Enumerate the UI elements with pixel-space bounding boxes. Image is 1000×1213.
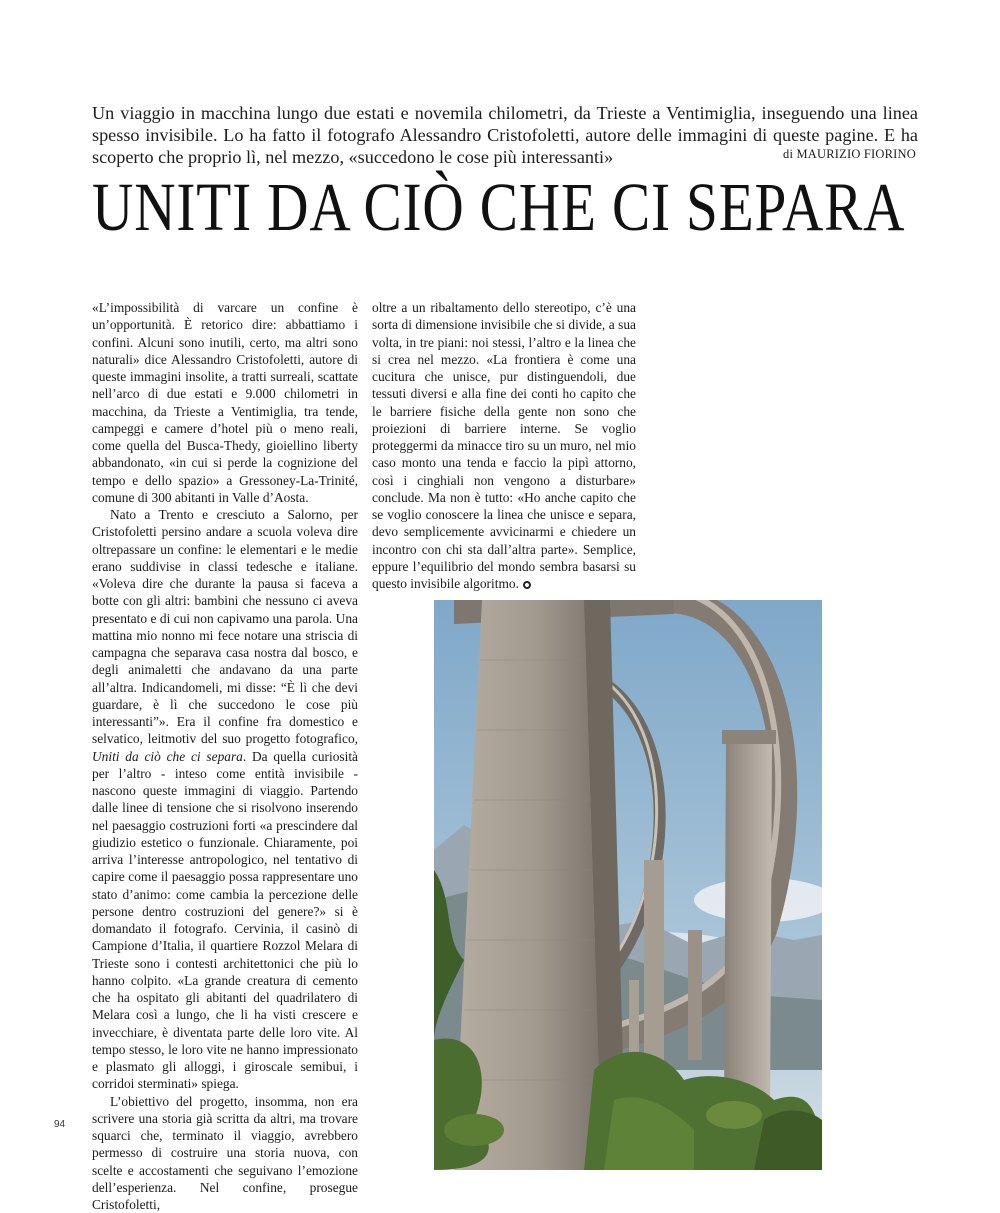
viaduct-photo xyxy=(434,600,822,1170)
standfirst: Un viaggio in macchina lungo due estati e novemila chilometri, da Trieste a Ventimiglia, inseguendo una linea spesso invisibile. Lo ha fatto il fotografo Alessandro Cristofoletti, autore delle immagini di queste pagine. E ha scoperto che proprio lì, nel mezzo, «succedono le cose più interessanti» xyxy=(92,102,918,168)
paragraph xyxy=(372,299,636,592)
byline: di MAURIZIO FIORINO xyxy=(783,147,916,162)
paragraph xyxy=(92,506,358,1093)
paragraph: L’obiettivo del progetto, insomma, non era scrivere una storia già scritta da altri, ma trovare squarci che, terminato il viaggio, avrebbero permesso di costruire una storia nuova, con scelte e accostamenti che seguivano l’emozione dell’esperienza. Nel confine, prosegue Cristofoletti, xyxy=(92,1093,358,1213)
paragraph: «L’impossibilità di varcare un confine è un’opportunità. È retorico dire: abbattiamo i confini. Alcuni sono inutili, certo, ma altri sono naturali» dice Alessandro Cristofoletti, autore di queste immagini insolite, a tratti surreali, scattate nell’arco di due estati e 9.000 chilometri in macchina, da Trieste a Ventimiglia, tra tende, campeggi e camere d’hotel più o meno reali, come quella del Busca-Thedy, gioiellino liberty abbandonato, «in cui si perde la cognizione del tempo e dello spazio» a Gressoney-La-Trinité, comune di 300 abitanti in Valle d’Aosta. xyxy=(92,299,358,506)
article-column-2 xyxy=(372,299,636,592)
paragraph-text: . Da quella curiosità per l’altro - inteso come entità invisibile - nascono queste immagini di viaggio. Partendo dalle linee di tensione che si risolvono inserendo nel paesaggio costruzioni forti «a prescindere dal giudizio estetico o funzionale. Chiaramente, poi arriva l’interesse antropologico, nel tentativo di capire come il paesaggio possa rappresentare uno stato d’animo: come cambia la percezione delle persone dentro costruzioni del genere?» si è domandato il fotografo. Cervinia, il casinò di Campione d’Italia, il quartiere Rozzol Melara di Trieste sono i contesti architettonici che più lo hanno colpito. «La grande creatura di cemento che ha ospitato gli abitanti del quadrilatero di Melara così a lungo, che li ha visti crescere e invecchiare, è diventata parte delle loro vite. Al tempo stesso, le loro vite ne hanno impressionato e plasmato gli alloggi, i giroscale semibui, i corridoi sterminati» spiega. xyxy=(92,749,358,1092)
paragraph-text: oltre a un ribaltamento dello stereotipo, c’è una sorta di dimensione invisibile che si divide, a sua volta, in tre piani: noi stessi, l’altro e la linea che si crea nel mezzo. «La frontiera è come una cucitura che unisce, pur distinguendoli, due tessuti diversi e alla fine dei conti ho capito che le barriere fisiche della gente non sono che proiezioni di barriere interne. Se voglio proteggermi da minacce tiro su un muro, nel mio caso monto una tenda e faccio la pipì attorno, così i cinghiali non vengono a disturbare» conclude. Ma non è tutto: «Ho anche capito che se voglio conoscere la linea che unisce e separa, devo semplicemente avvicinarmi e chiedere un incontro con chi sta dall’altra parte». Semplice, eppure l’equilibrio del mondo sembra basarsi su questo invisibile algoritmo. xyxy=(372,300,636,591)
project-title: Uniti da ciò che ci separa xyxy=(92,749,243,764)
article-column-1 xyxy=(92,299,358,1213)
viaduct-illustration xyxy=(434,600,822,1170)
headline: UNITI DA CIÒ CHE CI SEPARA xyxy=(92,168,781,246)
end-mark-icon xyxy=(521,580,532,591)
page-number: 94 xyxy=(54,1119,65,1130)
paragraph-text: Nato a Trento e cresciuto a Salorno, per Cristofoletti persino andare a scuola voleva dire oltrepassare un confine: le elementari e le medie erano suddivise in classi tedesche e italiane. «Voleva dire che durante la pausa si faceva a botte con gli altri: bambini che nessuno ci aveva presentato e di cui non capivamo una parola. Una mattina mio nonno mi fece notare una striscia di campagna che separava casa nostra dal bosco, e degli animaletti che andavano da una parte all’altra. Indicandomeli, mi disse: “È lì che devi guardare, è lì che succedono le cose più interessanti”». Era il confine fra domestico e selvatico, leitmotiv del suo progetto fotografico, xyxy=(92,507,358,746)
